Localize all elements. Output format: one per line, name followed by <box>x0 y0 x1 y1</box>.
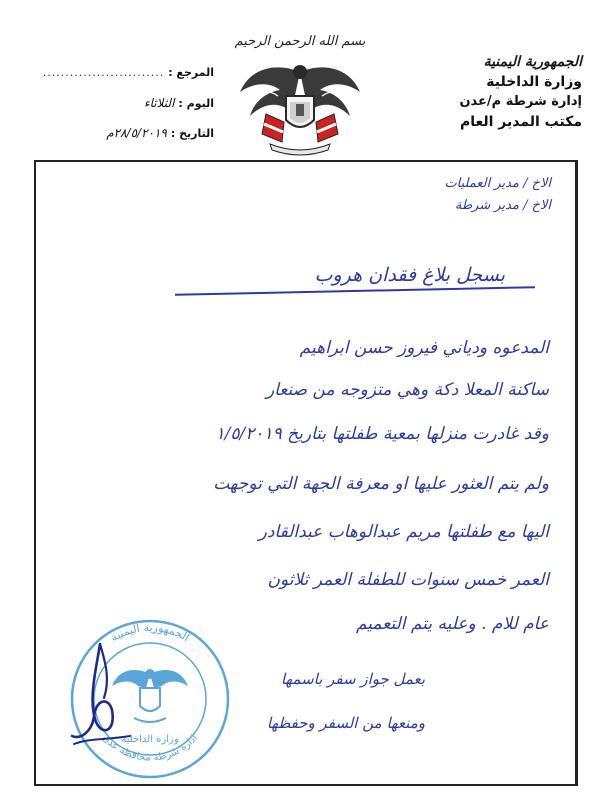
letterhead <box>0 0 600 160</box>
day-row <box>44 96 214 126</box>
body-line-2: ساكنة المعلا دكة وهي متزوجه من صنعار <box>265 380 549 400</box>
date-label: التاريخ : <box>170 127 214 140</box>
stamp-mid-text: وزارة الداخلية <box>121 734 179 745</box>
stamp-top-text: الجمهورية اليمنية <box>108 620 192 645</box>
body-line-1: المدعوه ودياني فيروز حسن ابراهيم <box>299 338 549 358</box>
basmala: بسم الله الرحمن الرحيم <box>234 34 366 49</box>
day-value: الثلاثاء <box>144 96 175 110</box>
date-row <box>44 126 214 156</box>
day-label: اليوم : <box>178 97 214 110</box>
reference-label: المرجع : <box>168 66 214 79</box>
ministry-name: وزارة الداخلية <box>486 74 582 90</box>
body-line-5: اليها مع طفلتها مريم عبدالوهاب عبدالقادر <box>258 522 549 542</box>
body-line-9: ومنعها من السفر وحفظها <box>266 714 425 732</box>
office-name: مكتب المدير العام <box>459 114 582 130</box>
body-line-6: العمر خمس سنوات للطفلة العمر ثلاثون <box>267 570 549 590</box>
body-line-8: بعمل جواز سفر باسمها <box>280 670 425 688</box>
subject-line: بسجل بلاغ فقدان هروب <box>314 264 505 286</box>
body-line-4: ولم يتم العثور عليها او معرفة الجهة التي توجهت <box>213 474 549 494</box>
signature-icon <box>66 640 136 750</box>
addressee-line-2: الاخ / مدير شرطة <box>454 198 551 213</box>
organization-block <box>402 52 582 132</box>
addressee-line-1: الاخ / مدير العمليات <box>444 176 551 191</box>
reference-block <box>44 66 214 156</box>
body-line-3: وقد غادرت منزلها بمعية طفلتها بتاريخ ١/٥/٢٠١٩ <box>215 424 549 444</box>
stamp-bottom-text: ادارة شرطة محافظة عدن <box>100 732 200 764</box>
reference-row <box>44 66 214 96</box>
reference-value: ........................... <box>42 66 165 79</box>
body-line-7: عام للام . وعليه يتم التعميم <box>355 614 549 634</box>
department-name: إدارة شرطة م/عدن <box>459 94 582 109</box>
eagle-emblem-icon <box>236 52 364 156</box>
date-value: ٢٨/٥/٢٠١٩م <box>106 126 167 140</box>
republic-name: الجمهورية اليمنية <box>483 54 582 70</box>
subject-underline <box>175 286 535 296</box>
